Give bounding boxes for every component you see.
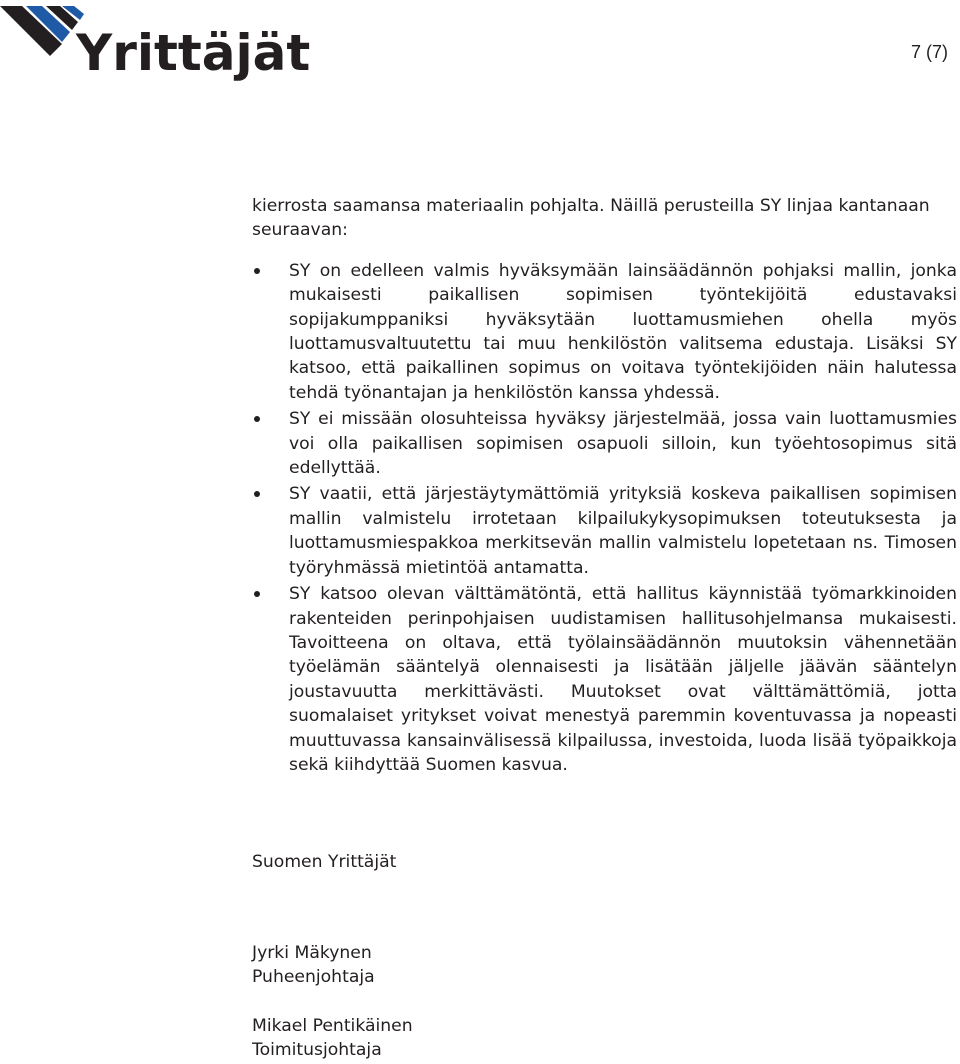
yrittajat-logo <box>0 0 311 82</box>
bullet-icon <box>254 416 260 422</box>
bullet-icon <box>254 591 260 597</box>
bullet-text: SY vaatii, että järjestäytymättömiä yrityksiä koskeva paikallisen sopimisen mallin valmistelu irrotetaan kilpailukykysopimuksen toteutuksesta ja luottamusmiespakkoa merkitsevän mallin valmistelu lopetetaan ns. Timosen työryhmässä mietintöä antamatta. <box>289 484 957 578</box>
intro-paragraph: kierrosta saamansa materiaalin pohjalta. Näillä perusteilla SY linjaa kantanaan seuraavan: <box>252 196 930 241</box>
signer-name: Mikael Pentikäinen <box>252 1016 413 1036</box>
signer-block <box>252 1014 413 1063</box>
signer-name: Jyrki Mäkynen <box>252 943 372 963</box>
letter-body <box>252 194 957 779</box>
logo-graphic <box>0 0 311 82</box>
bullet-icon <box>254 491 260 497</box>
bullet-text: SY katsoo olevan välttämätöntä, että hallitus käynnistää työmarkkinoiden rakenteiden perinpohjaisen uudistamisen hallitusohjelmansa mukaisesti. Tavoitteena on oltava, että työlainsäädännön muutoksin vähennetään työelämän sääntelyä olennaisesti ja lisätään jäljelle jäävän sääntelyn joustavuutta merkittävästi. Muutokset ovat välttämättömiä, jotta suomalaiset yritykset voivat menestyä paremmin koventuvassa ja nopeasti muuttuvassa kansainvälisessä kilpailussa, investoida, luoda lisää työpaikkoja sekä kiihdyttää Suomen kasvua. <box>289 584 957 775</box>
logo-wordmark: Yrittäjät <box>76 24 311 82</box>
signer-title: Puheenjohtaja <box>252 967 375 988</box>
page-number: 7 (7) <box>910 42 948 62</box>
signature-organization: Suomen Yrittäjät <box>252 852 397 872</box>
signer-title: Toimitusjohtaja <box>252 1040 382 1061</box>
list-item <box>252 259 957 405</box>
list-item <box>252 582 957 777</box>
list-item <box>252 407 957 480</box>
bullet-list <box>252 259 957 778</box>
signer-block <box>252 941 375 990</box>
bullet-text: SY ei missään olosuhteissa hyväksy järjestelmää, jossa vain luottamusmies voi olla paikallisen sopimisen osapuoli silloin, kun työehtosopimus sitä edellyttää. <box>289 409 957 479</box>
bullet-text: SY on edelleen valmis hyväksymään lainsäädännön pohjaksi mallin, jonka mukaisesti paikallisen sopimisen työntekijöitä edustavaksi sopijakumppaniksi hyväksytään luottamusmiehen ohella myös luottamusvaltuutettu tai muu henkilöstön valitsema edustaja. Lisäksi SY katsoo, että paikallinen sopimus on voitava työntekijöiden näin halutessa tehdä työnantajan ja henkilöstön kanssa yhdessä. <box>289 260 957 403</box>
bullet-icon <box>254 268 260 274</box>
list-item <box>252 482 957 580</box>
